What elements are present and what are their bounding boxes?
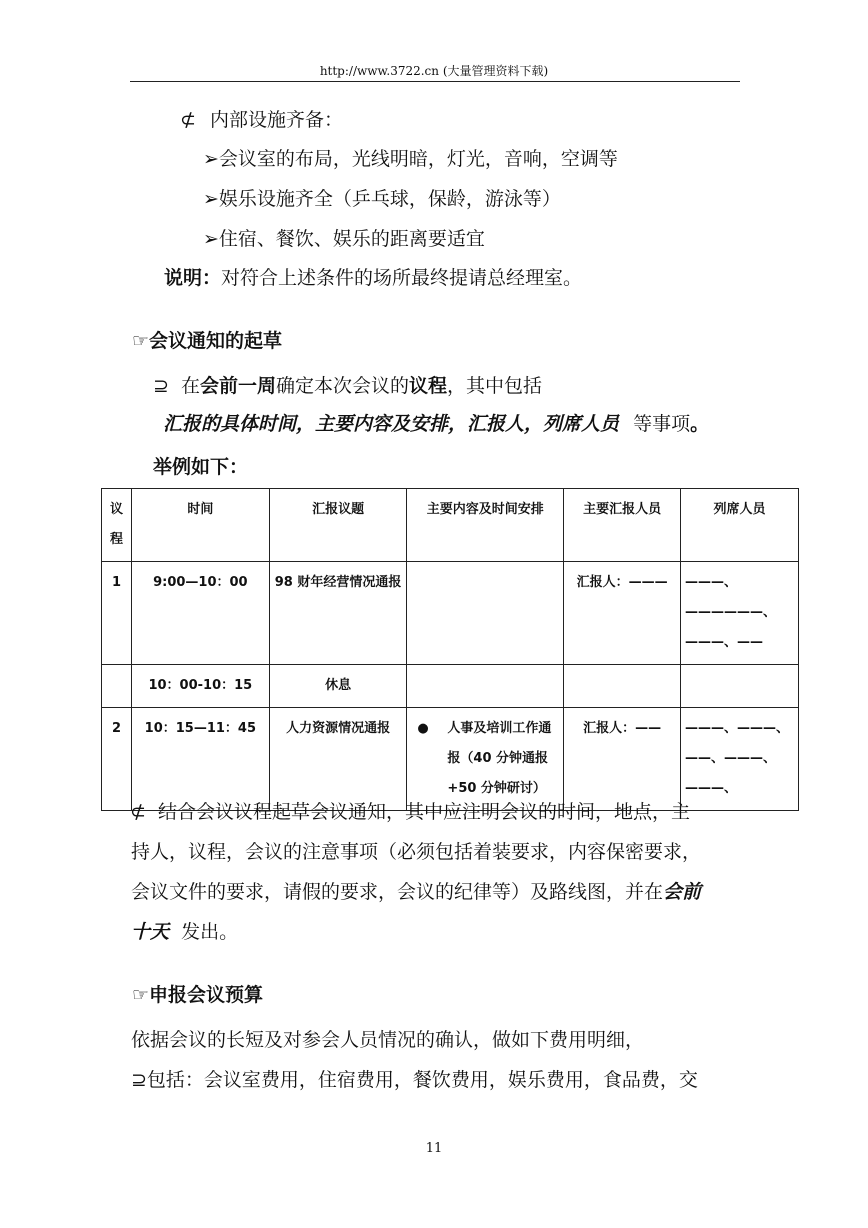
table-cell [102,665,132,708]
bullet-dot-icon: ● [417,721,429,736]
table-cell: ———、———、——、———、———、 [681,708,799,811]
table-cell: 9:00—10：00 [131,562,269,665]
not-subset-icon: ⊄ [130,801,146,823]
table-header-row [102,489,799,562]
table-header: 议程 [102,489,132,562]
table-cell [407,708,564,811]
table-cell: 10：00-10：15 [131,665,269,708]
table-cell [407,562,564,665]
table-header: 汇报议题 [269,489,407,562]
note-label: 说明： [164,267,222,289]
note-text: 对符合上述条件的场所最终提请总经理室。 [221,267,583,289]
arrow-bullet-icon: ➢ [203,148,219,170]
notice-paragraph-line: 十天 发出。 [131,921,239,943]
pointing-hand-icon: ☞ [132,330,150,352]
notice-paragraph-line: 会议文件的要求，请假的要求，会议的纪律等）及路线图，并在会前 [131,881,702,903]
table-cell [681,665,799,708]
table-cell: 休息 [269,665,407,708]
notice-paragraph-line: ⊄ 结合会议议程起草会议通知，其中应注明会议的时间，地点，主 [130,801,690,823]
table-header: 时间 [131,489,269,562]
table-cell: 98 财年经营情况通报 [269,562,407,665]
table-cell: 2 [102,708,132,811]
not-subset-icon: ⊄ [180,109,196,131]
table-cell: 10：15—11：45 [131,708,269,811]
table-cell: 人力资源情况通报 [269,708,407,811]
page-number: 11 [425,1141,443,1156]
table-header: 主要内容及时间安排 [407,489,564,562]
arrow-bullet-icon: ➢ [203,228,219,250]
agenda-intro-line: ⊇ 在会前一周确定本次会议的议程，其中包括 [153,375,543,397]
page-header: http://www.3722.cn (大量管理资料下载) [319,64,549,78]
agenda-table [101,488,799,811]
facilities-title: 内部设施齐备： [209,109,343,131]
table-cell [407,665,564,708]
budget-paragraph-line: ⊇包括：会议室费用，住宿费用，餐饮费用，娱乐费用，食品费，交 [131,1069,698,1091]
example-label: 举例如下： [153,456,249,478]
content-text: 人事及培训工作通报（40 分钟通报+50 分钟研讨） [447,721,552,796]
table-cell: ———、——————、———、—— [681,562,799,665]
superset-icon: ⊇ [131,1069,147,1091]
facilities-heading [180,108,343,132]
table-row [102,665,799,708]
budget-paragraph-line: 依据会议的长短及对参会人员情况的确认，做如下费用明细， [131,1029,645,1051]
section-heading-notice [132,329,282,353]
header-rule [130,81,740,82]
table-header: 列席人员 [681,489,799,562]
bullet-list-item [411,714,559,804]
table-cell: 汇报人：—— [564,708,681,811]
table-cell: 1 [102,562,132,665]
facility-item: ➢住宿、餐饮、娱乐的距离要适宜 [203,228,485,250]
facility-item: ➢会议室的布局，光线明暗，灯光，音响，空调等 [203,148,618,170]
table-cell [564,665,681,708]
table-row [102,708,799,811]
section-title: 会议通知的起草 [149,330,283,352]
notice-paragraph-line: 持人，议程，会议的注意事项（必须包括着装要求，内容保密要求， [131,841,702,863]
facility-item: ➢娱乐设施齐全（乒乓球，保龄，游泳等） [203,188,561,210]
arrow-bullet-icon: ➢ [203,188,219,210]
facilities-note [164,266,582,290]
section-heading-budget [132,983,263,1007]
superset-icon: ⊇ [153,375,169,397]
table-cell: 汇报人：——— [564,562,681,665]
pointing-hand-icon: ☞ [132,984,150,1006]
agenda-items-line: 汇报的具体时间，主要内容及安排，汇报人，列席人员 等事项。 [163,413,710,435]
table-row [102,562,799,665]
section-title: 申报会议预算 [149,984,264,1006]
table-header: 主要汇报人员 [564,489,681,562]
